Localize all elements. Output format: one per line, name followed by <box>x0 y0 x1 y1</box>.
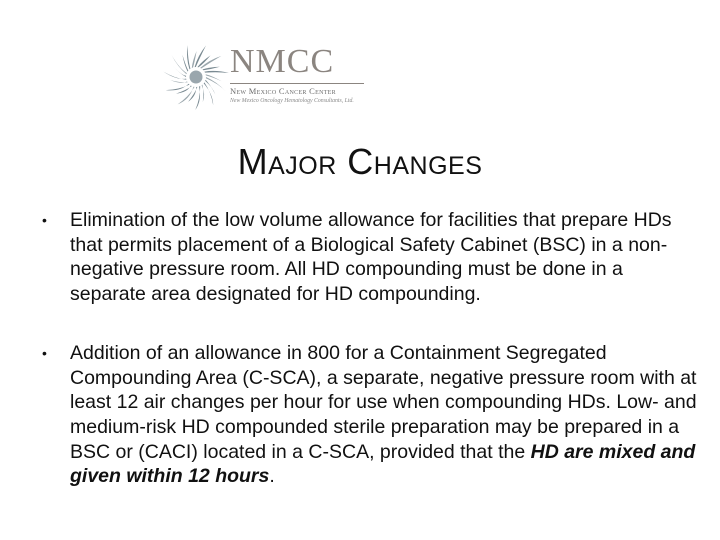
logo-tagline: New Mexico Oncology Hematology Consultants, Ltd. <box>230 98 354 104</box>
slide-title: Major Changes <box>237 141 483 182</box>
bullet-text: Elimination of the low volume allowance for facilities that prepare HDs that permits placement of a Biological Safety Cabinet (BSC) in a non-negative pressure room. All HD compounding must be done in a separate area designated for HD compounding. <box>70 209 672 306</box>
sunburst-ray <box>176 86 192 94</box>
sunburst-ray <box>172 55 187 74</box>
bullet-marker: • <box>42 212 47 228</box>
sunburst-ray <box>204 82 214 105</box>
sunburst-ray <box>170 80 187 83</box>
nmcc-logo <box>150 34 380 124</box>
sunburst-ray <box>195 86 200 110</box>
sunburst-logo-icon <box>158 36 230 118</box>
sunburst-ray <box>203 67 220 71</box>
logo-organization-name: New Mexico Cancer Center <box>230 86 336 96</box>
sunburst-ray <box>163 72 186 80</box>
logo-abbreviation: NMCC <box>230 43 335 80</box>
sunburst-ray <box>187 45 190 69</box>
bullet-emphasis: HD are mixed and given within 12 hours <box>70 440 696 488</box>
sunburst-ray <box>178 87 195 105</box>
bullet-item-low-volume <box>42 208 702 307</box>
bullet-text: Addition of an allowance in 800 for a Containment Segregated Compounding Area (C-SCA), a separate, negative pressure room with at least 12 air changes per hour for use when compounding HDs. Low- and medium-risk HD compounded sterile preparation may be prepared in a BSC or (CACI) located in a C-SCA, provided that the <box>70 341 697 463</box>
bullet-list <box>42 208 702 489</box>
sunburst-ray <box>202 85 204 103</box>
sunburst-ray <box>204 71 228 73</box>
bullet-marker: • <box>42 344 47 361</box>
logo-divider <box>230 83 364 84</box>
sunburst-ray <box>206 74 222 81</box>
bullet-item-c-sca <box>42 341 702 489</box>
bullet-text-end: . <box>269 465 275 488</box>
logo-wordmark <box>230 44 380 105</box>
sunburst-ray <box>166 84 190 91</box>
